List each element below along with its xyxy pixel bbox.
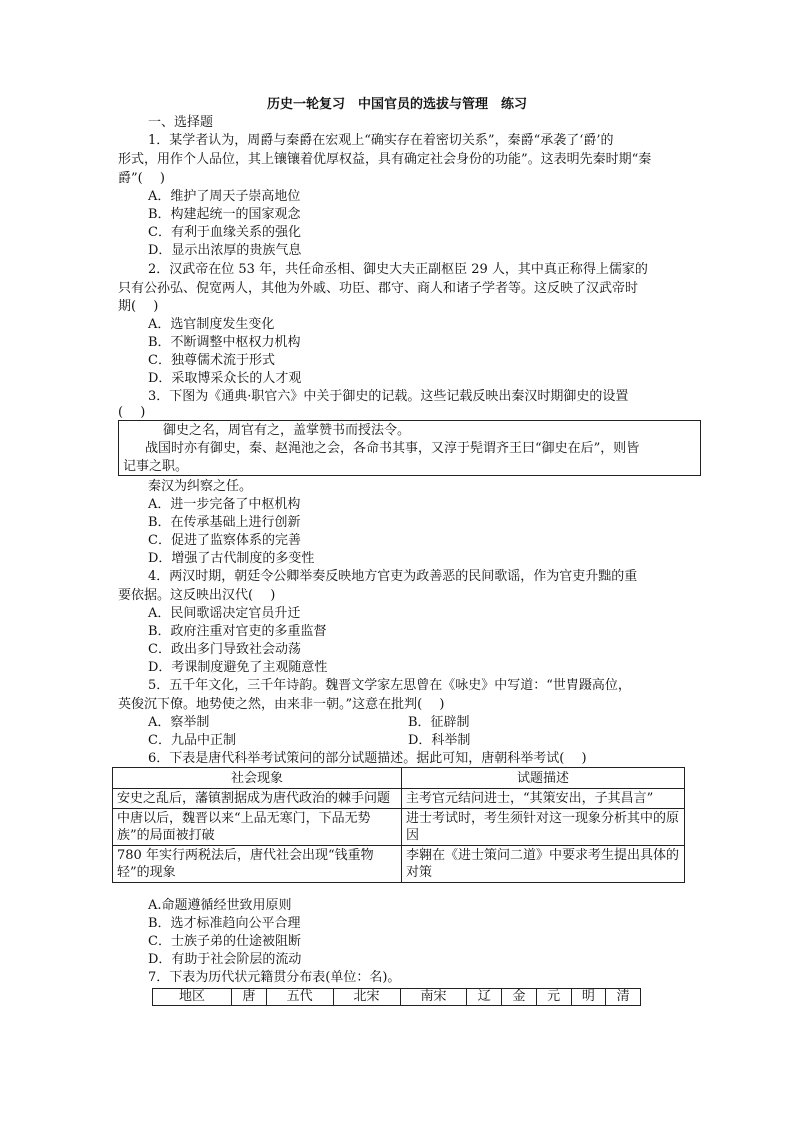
q6-option-d: D．有助于社会阶层的流动 xyxy=(148,952,302,967)
q3-stem-line2: ( ) xyxy=(118,405,146,420)
table-header-cell: 清 xyxy=(606,989,641,1006)
q1-option-b: B．构建起统一的国家观念 xyxy=(148,207,301,222)
table-header-cell: 辽 xyxy=(467,989,502,1006)
q3-option-a: A．进一步完备了中枢机构 xyxy=(148,497,301,512)
q1-option-c: C．有利于血缘关系的强化 xyxy=(148,225,301,240)
page-title: 历史一轮复习 中国官员的选拔与管理 练习 xyxy=(266,97,527,112)
q3-quote-line1: 御史之名，周官有之，盖掌赞书而授法令。 xyxy=(163,423,411,438)
q2-stem-line2: 只有公孙弘、倪宽两人，其他为外戚、功臣、郡守、商人和诸子学者等。这反映了汉武帝时 xyxy=(118,281,639,296)
table-header-cell: 金 xyxy=(502,989,537,1006)
q3-quote-box xyxy=(118,420,701,476)
q2-option-b: B．不断调整中枢权力机构 xyxy=(148,335,301,350)
table-header-cell: 试题描述 xyxy=(402,768,685,789)
table-header-cell: 地区 xyxy=(153,989,232,1006)
q3-stem-line3: 秦汉为纠察之任。 xyxy=(148,479,253,494)
table-header-cell: 唐 xyxy=(232,989,267,1006)
q3-option-b: B．在传承基础上进行创新 xyxy=(148,515,301,530)
table-cell: 主考官元结问进士，“其策安出，子其昌言” xyxy=(402,789,685,809)
q1-stem-line3: 爵”( ) xyxy=(118,171,165,186)
table-header-row xyxy=(153,989,641,1006)
q6-stem-line1: 6．下表是唐代科举考试策问的部分试题描述。据此可知，唐朝科举考试( ) xyxy=(148,751,587,766)
q2-option-a: A．选官制度发生变化 xyxy=(148,317,275,332)
q3-option-d: D．增强了古代制度的多变性 xyxy=(148,551,315,566)
q6-option-a: A.命题遵循经世致用原则 xyxy=(148,898,292,913)
q6-table xyxy=(112,767,685,883)
table-cell: 安史之乱后，藩镇割据成为唐代政治的棘手问题 xyxy=(113,789,402,809)
table-header-cell: 北宋 xyxy=(333,989,400,1006)
q3-stem-line1: 3．下图为《通典·职官六》中关于御史的记载。这些记载反映出秦汉时期御史的设置 xyxy=(148,389,629,404)
table-header-cell: 明 xyxy=(571,989,606,1006)
q1-option-a: A．维护了周天子崇高地位 xyxy=(148,189,301,204)
table-cell: 780 年实行两税法后，唐代社会出现“钱重物轻”的现象 xyxy=(113,846,402,883)
q3-option-c: C．促进了监察体系的完善 xyxy=(148,533,301,548)
table-cell: 中唐以后，魏晋以来“上品无寒门，下品无势族”的局面被打破 xyxy=(113,809,402,846)
q7-table xyxy=(152,988,641,1006)
table-header-cell: 五代 xyxy=(266,989,333,1006)
q4-stem-line2: 要依据。这反映出汉代( ) xyxy=(118,588,276,603)
table-header-cell: 元 xyxy=(536,989,571,1006)
q4-stem-line1: 4．两汉时期，朝廷令公卿举奏反映地方官吏为政善恶的民间歌谣，作为官吏升黜的重 xyxy=(148,569,638,584)
table-header-row xyxy=(113,768,685,789)
q4-option-a: A．民间歌谣决定官员升迁 xyxy=(148,606,301,621)
q6-option-c: C．士族子弟的仕途被阻断 xyxy=(148,934,301,949)
q1-stem-line1: 1．某学者认为，周爵与秦爵在宏观上“确实存在着密切关系”，秦爵“承袭了‘爵’的 xyxy=(148,133,614,148)
table-header-cell: 南宋 xyxy=(400,989,467,1006)
table-row xyxy=(113,846,685,883)
q5-option-b: B．征辟制 xyxy=(408,715,470,730)
table-header-cell: 社会现象 xyxy=(113,768,402,789)
q2-stem-line1: 2．汉武帝在位 53 年，共任命丞相、御史大夫正副枢臣 29 人，其中真正称得上儒家的 xyxy=(148,262,648,277)
q5-option-d: D．科举制 xyxy=(408,733,471,748)
q5-option-a: A．察举制 xyxy=(148,715,210,730)
q4-option-b: B．政府注重对官吏的多重监督 xyxy=(148,624,327,639)
q2-option-c: C．独尊儒术流于形式 xyxy=(148,353,275,368)
section-heading: 一、选择题 xyxy=(148,115,214,130)
q6-option-b: B．选才标准趋向公平合理 xyxy=(148,916,301,931)
q4-option-c: C．政出多门导致社会动荡 xyxy=(148,642,301,657)
table-row xyxy=(113,809,685,846)
table-row xyxy=(113,789,685,809)
q3-quote-line2: 战国时亦有御史，秦、赵渑池之会，各命书其事，又淳于髡谓齐王曰“御史在后”，则皆 xyxy=(145,441,640,456)
q4-option-d: D．考课制度避免了主观随意性 xyxy=(148,660,328,675)
q2-stem-line3: 期( ) xyxy=(118,299,159,314)
q3-quote-line3: 记事之职。 xyxy=(123,459,189,474)
table-cell: 李翱在《进士策问二道》中要求考生提出具体的对策 xyxy=(402,846,685,883)
q1-stem-line2: 形式，用作个人品位，其上镶镶着优厚权益，具有确定社会身份的功能”。这表明先秦时期“秦 xyxy=(118,152,652,167)
q5-option-c: C．九品中正制 xyxy=(148,733,236,748)
q5-stem-line2: 英俊沉下僚。地势使之然，由来非一朝。”这意在批判( ) xyxy=(118,697,445,712)
q7-stem-line1: 7．下表为历代状元籍贯分布表(单位：名)。 xyxy=(148,970,401,985)
table-cell: 进士考试时，考生须针对这一现象分析其中的原因 xyxy=(402,809,685,846)
q5-stem-line1: 5．五千年文化，三千年诗韵。魏晋文学家左思曾在《咏史》中写道：“世胄蹑高位， xyxy=(148,678,631,693)
q2-option-d: D．采取博采众长的人才观 xyxy=(148,371,302,386)
q1-option-d: D．显示出浓厚的贵族气息 xyxy=(148,243,302,258)
